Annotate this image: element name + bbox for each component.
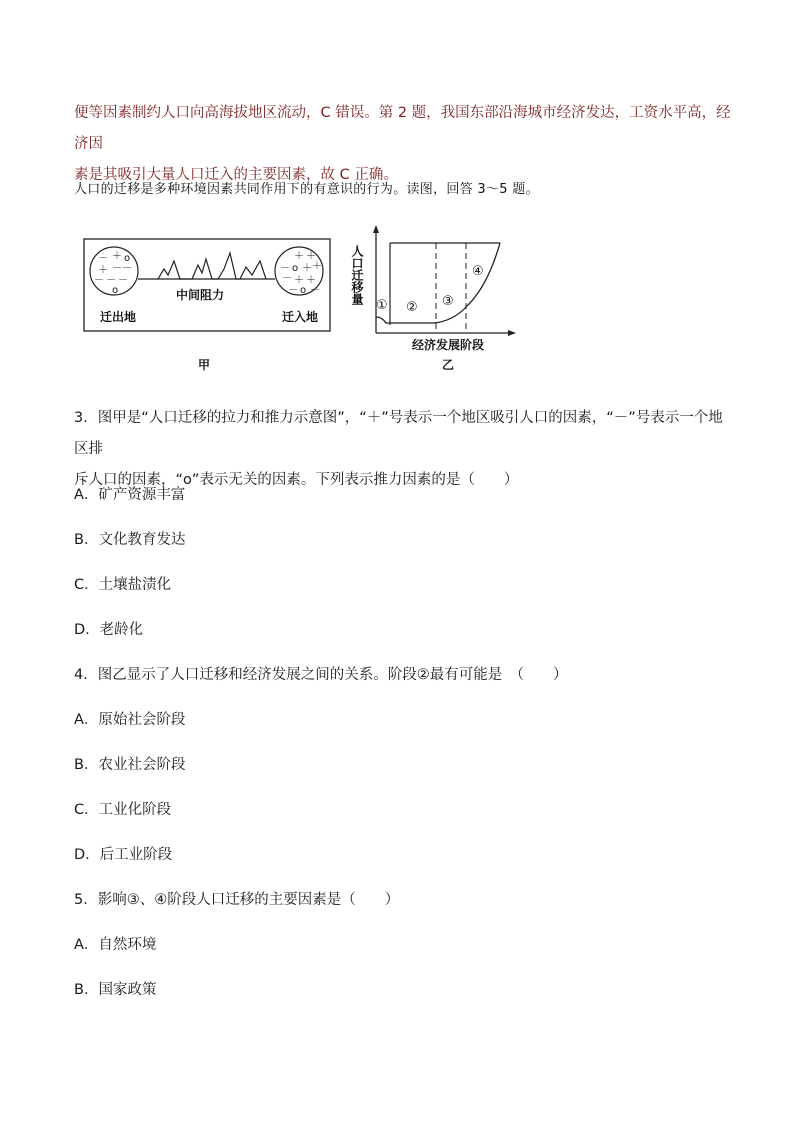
origin-symbol: ο	[124, 253, 131, 264]
destination-label: 迁入地	[282, 310, 319, 324]
y-axis-label: 人口迁移量	[350, 245, 364, 305]
question-5-option-b[interactable]: B．国家政策	[74, 982, 157, 998]
destination-symbol: ＋	[294, 275, 304, 286]
destination-symbol: ＋	[294, 251, 304, 262]
destination-symbol: －	[280, 263, 290, 274]
destination-symbol: －	[310, 285, 320, 296]
x-axis-arrow-icon	[508, 330, 516, 336]
figure-jia	[84, 239, 330, 372]
question-3-option-b[interactable]: B．文化教育发达	[74, 532, 186, 548]
figure-area	[74, 225, 534, 375]
origin-symbol: －	[98, 253, 108, 264]
origin-symbol: －	[106, 275, 116, 286]
question-5-stem: 5．影响③、④阶段人口迁移的主要因素是（ ）	[74, 892, 400, 908]
middle-resistance-label: 中间阻力	[176, 288, 225, 302]
destination-symbol: ο	[292, 263, 299, 274]
figure-jia-caption: 甲	[198, 358, 211, 372]
question-3-option-c[interactable]: C．土壤盐渍化	[74, 577, 172, 593]
destination-symbol: ＋	[302, 263, 312, 274]
stage-label: ③	[442, 294, 454, 309]
question-4-option-a[interactable]: A．原始社会阶段	[74, 712, 186, 728]
question-3-line-1: 3．图甲是“人口迁移的拉力和推力示意图”，“＋”号表示一个地区吸引人口的因素，“－”号表示一个地区排	[74, 410, 723, 457]
origin-symbol: －	[94, 275, 104, 286]
origin-symbol: －	[122, 263, 132, 274]
question-3-line-2: 斥人口的因素，“ο”表示无关的因素。下列表示推力因素的是（ ）	[74, 472, 519, 488]
origin-symbol: ο	[112, 285, 119, 296]
origin-symbol: －	[112, 263, 122, 274]
answer-line-2: 素是其吸引大量人口迁入的主要因素，故 C 正确。	[74, 167, 398, 183]
question-4-option-b[interactable]: B．农业社会阶段	[74, 757, 186, 773]
question-5-option-a[interactable]: A．自然环境	[74, 937, 157, 953]
migration-curve	[376, 243, 500, 323]
destination-symbol: －	[282, 273, 292, 284]
stage-label: ①	[376, 298, 388, 313]
origin-symbol: －	[118, 275, 128, 286]
destination-symbol: －	[288, 285, 298, 296]
question-4-option-d[interactable]: D．后工业阶段	[74, 847, 173, 863]
destination-symbol: ＋	[306, 275, 316, 286]
destination-symbol: ＋	[306, 251, 316, 262]
question-4-option-c[interactable]: C．工业化阶段	[74, 802, 172, 818]
y-axis-arrow-icon	[373, 225, 379, 233]
origin-symbol: ＋	[112, 251, 122, 262]
question-4-stem: 4．图乙显示了人口迁移和经济发展之间的关系。阶段②最有可能是 （ ）	[74, 667, 568, 683]
question-intro: 人口的迁移是多种环境因素共同作用下的有意识的行为。读图，回答 3～5 题。	[74, 182, 539, 197]
destination-symbol: ＋	[312, 261, 322, 272]
answer-line-1: 便等因素制约人口向高海拔地区流动，C 错误。第 2 题，我国东部沿海城市经济发达，工资水平高，经济因	[74, 105, 731, 152]
origin-symbol: ＋	[98, 265, 108, 276]
stage-label: ②	[406, 300, 418, 315]
stage-label: ④	[472, 264, 484, 279]
question-3-option-d[interactable]: D．老龄化	[74, 622, 144, 638]
destination-symbol: ο	[300, 285, 307, 296]
x-axis-label: 经济发展阶段	[412, 338, 485, 352]
figure-yi-caption: 乙	[442, 358, 455, 372]
figure-yi	[350, 225, 516, 372]
origin-label: 迁出地	[100, 310, 137, 324]
question-3-option-a[interactable]: A．矿产资源丰富	[74, 487, 186, 503]
